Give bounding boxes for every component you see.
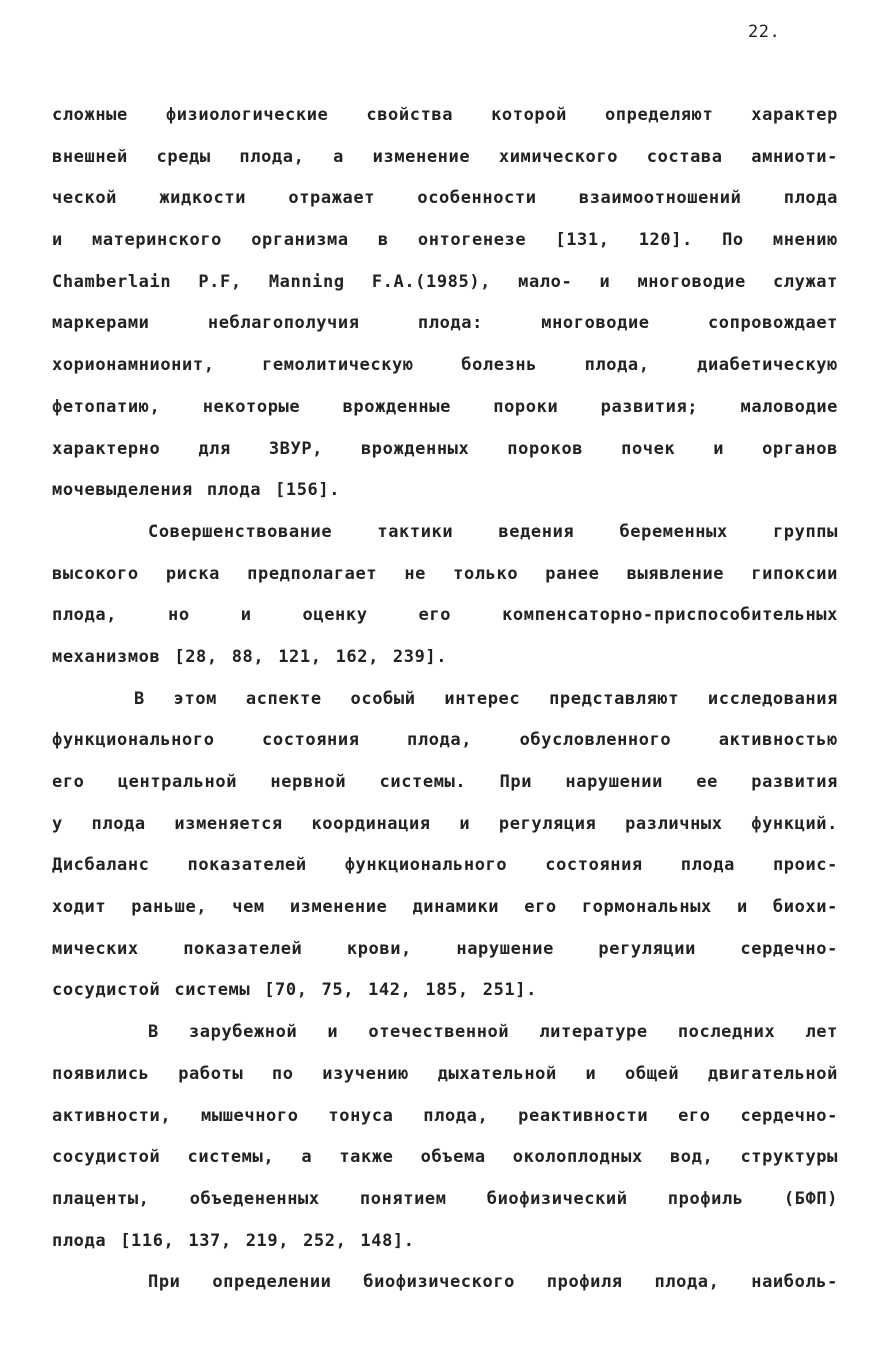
text-line: мических показателей крови, нарушение регуляции сердечно- bbox=[52, 938, 838, 959]
text-line: и материнского организма в онтогенезе [131, 120]. По мнению bbox=[52, 230, 838, 251]
text-line: плаценты, объедененных понятием биофизический профиль (БФП) bbox=[52, 1188, 838, 1209]
text-line: функционального состояния плода, обусловленного активностью bbox=[52, 730, 838, 751]
text-line: маркерами неблагополучия плода: многоводие сопровождает bbox=[52, 313, 838, 334]
text-line: Chamberlain P.F, Manning F.A.(1985), мало- и многоводие служат bbox=[52, 271, 838, 292]
text-line: При определении биофизического профиля плода, наиболь- bbox=[148, 1272, 838, 1293]
text-line: ческой жидкости отражает особенности взаимоотношений плода bbox=[52, 188, 838, 209]
text-line: сосудистой системы [70, 75, 142, 185, 251]. bbox=[52, 980, 537, 1001]
text-line: В зарубежной и отечественной литературе последних лет bbox=[148, 1022, 838, 1043]
text-line: хорионамнионит, гемолитическую болезнь плода, диабетическую bbox=[52, 355, 838, 376]
text-line: появились работы по изучению дыхательной и общей двигательной bbox=[52, 1063, 838, 1084]
text-line: его центральной нервной системы. При нарушении ее развития bbox=[52, 772, 838, 792]
text-line: сосудистой системы, а также объема околоплодных вод, структуры bbox=[52, 1147, 838, 1168]
text-line: В этом аспекте особый интерес представляют исследования bbox=[134, 688, 838, 709]
text-line: Совершенствование тактики ведения беременных группы bbox=[148, 521, 838, 542]
text-line: мочевыделения плода [156]. bbox=[52, 480, 341, 501]
text-line: плода [116, 137, 219, 252, 148]. bbox=[52, 1230, 415, 1251]
body-text bbox=[52, 95, 838, 1304]
text-line: ходит раньше, чем изменение динамики его гормональных и биохи- bbox=[52, 897, 838, 918]
text-line: сложные физиологические свойства которой определяют характер bbox=[52, 105, 838, 125]
text-line: фетопатию, некоторые врожденные пороки развития; маловодие bbox=[52, 396, 838, 417]
text-line: активности, мышечного тонуса плода, реактивности его сердечно- bbox=[52, 1105, 838, 1126]
text-line: внешней среды плода, а изменение химического состава амниоти- bbox=[52, 146, 838, 167]
text-line: Дисбаланс показателей функционального состояния плода проис- bbox=[52, 855, 838, 876]
page-number: 22. bbox=[748, 22, 781, 42]
text-line: характерно для ЗВУР, врожденных пороков почек и органов bbox=[52, 438, 838, 459]
text-line: плода, но и оценку его компенсаторно-приспособительных bbox=[52, 605, 838, 626]
text-line: высокого риска предполагает не только ранее выявление гипоксии bbox=[52, 563, 838, 584]
text-line: у плода изменяется координация и регуляция различных функций. bbox=[52, 813, 838, 834]
text-line: механизмов [28, 88, 121, 162, 239]. bbox=[52, 646, 448, 667]
